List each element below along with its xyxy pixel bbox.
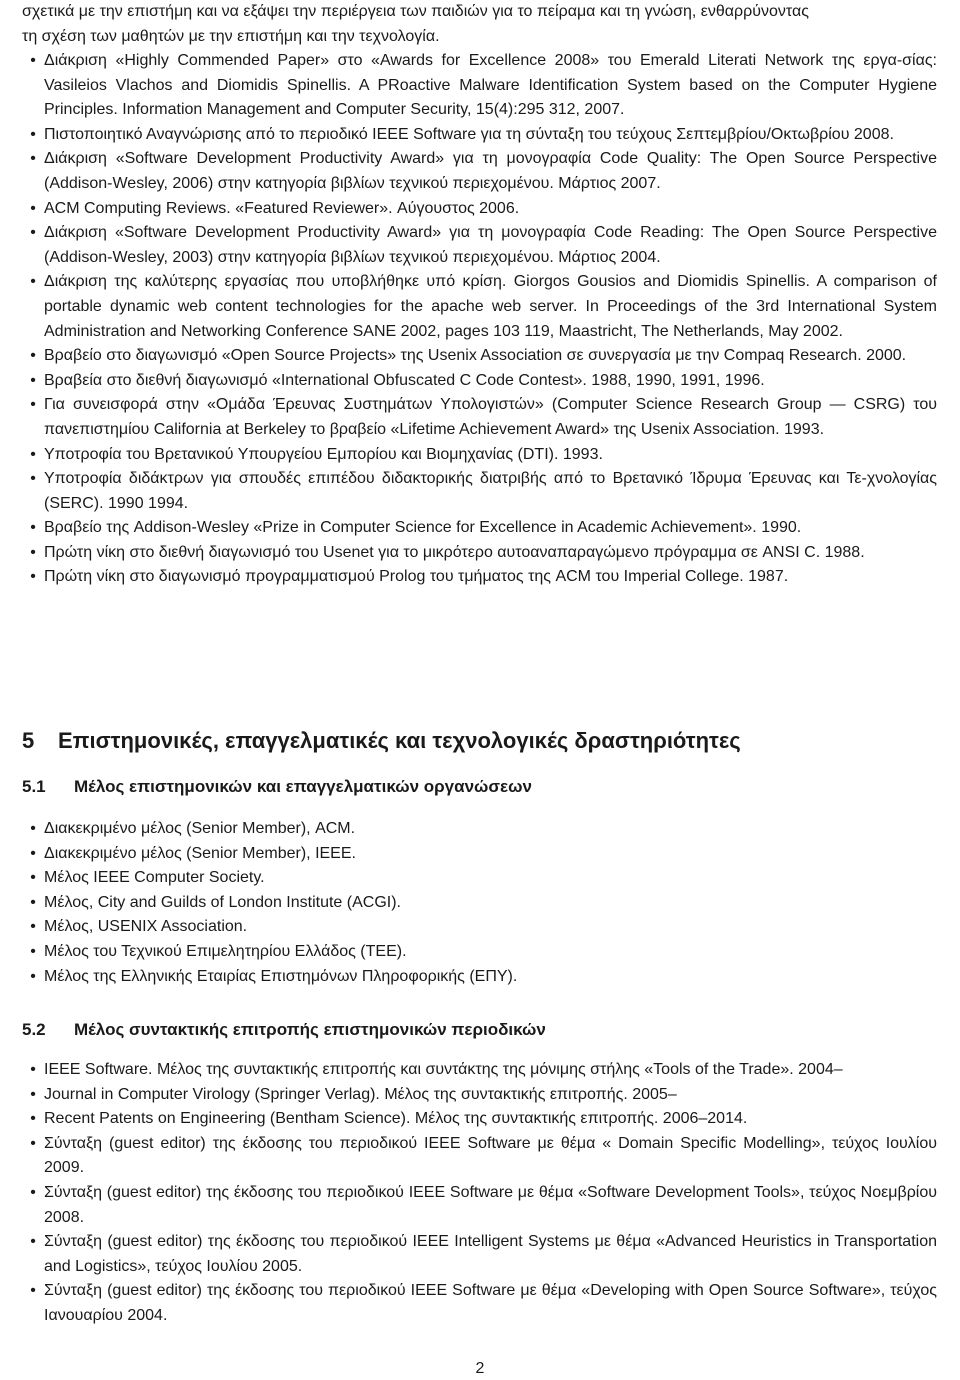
- list-item: • Διάκριση «Software Development Productivity Award» για τη μονογραφία Code Quality: The Open Source Perspective (Addison-Wesley, 2006) στην κατηγορία βιβλίων τεχνικού περιεχομένου. Μάρτιος 2007.: [44, 147, 937, 196]
- list-item: • Πιστοποιητικό Αναγνώρισης από το περιοδικό IEEE Software για τη σύνταξη του τεύχους Σεπτεμβρίου/Οκτωβρίου 2008.: [44, 123, 937, 148]
- bullet-icon: •: [30, 273, 36, 291]
- list-item: • Μέλος της Ελληνικής Εταιρίας Επιστημόνων Πληροφορικής (ΕΠΥ).: [44, 965, 937, 990]
- bullet-icon: •: [30, 820, 36, 837]
- bullet-icon: •: [30, 893, 36, 911]
- list-item: • IEEE Software. Μέλος της συντακτικής επιτροπής και συντάκτης της μόνιμης στήλης «Tools of the Trade». 2004–: [44, 1058, 937, 1083]
- bullet-icon: •: [30, 1061, 36, 1078]
- bullet-icon: •: [30, 918, 36, 936]
- intro-paragraph: [22, 0, 940, 49]
- list-item: • Βραβείο στο διαγωνισμό «Open Source Projects» της Usenix Association σε συνεργασία με την Compaq Research. 2000.: [44, 344, 937, 369]
- editorial-list: [30, 1058, 938, 1329]
- section-number: 5.2: [22, 1020, 46, 1039]
- section-heading-5-2: [22, 1020, 940, 1040]
- bullet-icon: •: [30, 371, 36, 389]
- list-item: • Βραβείο της Addison-Wesley «Prize in Computer Science for Excellence in Academic Achievement». 1990.: [44, 516, 937, 541]
- bullet-icon: •: [30, 967, 36, 985]
- list-item: • Σύνταξη (guest editor) της έκδοσης του περιοδικού IEEE Software με θέμα «Developing with Open Source Software», τεύχος Ιανουαρίου 2004.: [44, 1279, 937, 1328]
- list-item: • Υποτροφία του Βρετανικού Υπουργείου Εμπορίου και Βιομηχανίας (DTI). 1993.: [44, 443, 937, 468]
- section-title: Μέλος επιστημονικών και επαγγελματικών οργανώσεων: [74, 777, 532, 796]
- list-item: • Για συνεισφορά στην «Ομάδα Έρευνας Συστημάτων Υπολογιστών» (Computer Science Research Group — CSRG) του πανεπιστημίου California at Berkeley το βραβείο «Lifetime Achievement Award» της Usenix Association. 1993.: [44, 393, 937, 442]
- bullet-icon: •: [30, 1085, 36, 1103]
- list-item: • Πρώτη νίκη στο διαγωνισμό προγραμματισμού Prolog του τμήματος της ACM του Imperial College. 1987.: [44, 565, 937, 590]
- list-item: • Σύνταξη (guest editor) της έκδοσης του περιοδικού IEEE Intelligent Systems με θέμα «Advanced Heuristics in Transportation and Logistics», τεύχος Ιουλίου 2005.: [44, 1230, 937, 1279]
- list-item: • Μέλος, USENIX Association.: [44, 915, 937, 940]
- list-item: • Διάκριση της καλύτερης εργασίας που υποβλήθηκε υπό κρίση. Giorgos Gousios and Diomidis Spinellis. A comparison of portable dynamic web content technologies for the apache web server. In Proceedings of the 3rd International System Administration and Networking Conference SANE 2002, pages 103 119, Maastricht, The Netherlands, May 2002.: [44, 270, 937, 344]
- list-item: • Διάκριση «Software Development Productivity Award» για τη μονογραφία Code Reading: The Open Source Perspective (Addison-Wesley, 2003) στην κατηγορία βιβλίων τεχνικού περιεχομένου. Μάρτιος 2004.: [44, 221, 937, 270]
- bullet-icon: •: [30, 396, 36, 414]
- list-item: • Πρώτη νίκη στο διεθνή διαγωνισμό του Usenet για το μικρότερο αυτοαναπαραγώμενο πρόγραμμα σε ANSI C. 1988.: [44, 541, 937, 566]
- list-item: • Υποτροφία διδάκτρων για σπουδές επιπέδου διδακτορικής διατριβής από το Βρετανικό Ίδρυμα Έρευνας και Τε-χνολογίας (SERC). 1990 1994.: [44, 467, 937, 516]
- bullet-icon: •: [30, 470, 36, 488]
- bullet-icon: •: [30, 224, 36, 242]
- section-heading-5-1: [22, 777, 940, 797]
- intro-line: σχετικά με την επιστήμη και να εξάψει την περιέργεια των παιδιών για το πείραμα και τη γνώση, ενθαρρύνοντας: [22, 3, 809, 20]
- bullet-icon: •: [30, 543, 36, 561]
- list-item: • Διάκριση «Highly Commended Paper» στο «Awards for Excellence 2008» του Emerald Literati Network της εργα-σίας: Vasileios Vlachos and Diomidis Spinellis. A PRoactive Malware Identification System based on the Computer Hygiene Principles. Information Management and Computer Security, 15(4):295 312, 2007.: [44, 49, 937, 123]
- bullet-icon: •: [30, 150, 36, 168]
- bullet-icon: •: [30, 1233, 36, 1251]
- page-number: 2: [475, 1360, 485, 1377]
- list-item: • Μέλος IEEE Computer Society.: [44, 866, 937, 891]
- list-item: • Σύνταξη (guest editor) της έκδοσης του περιοδικού IEEE Software με θέμα «Software Development Tools», τεύχος Νοεμβρίου 2008.: [44, 1181, 937, 1230]
- list-item: • Διακεκριμένο μέλος (Senior Member), IEEE.: [44, 842, 937, 867]
- section-title: Μέλος συντακτικής επιτροπής επιστημονικών περιοδικών: [74, 1020, 546, 1039]
- list-item: • ACM Computing Reviews. «Featured Reviewer». Αύγουστος 2006.: [44, 197, 937, 222]
- list-item: • Journal in Computer Virology (Springer Verlag). Μέλος της συντακτικής επιτροπής. 2005–: [44, 1083, 937, 1108]
- bullet-icon: •: [30, 942, 36, 960]
- section-number: 5.1: [22, 777, 46, 796]
- bullet-icon: •: [30, 125, 36, 143]
- list-item: • Βραβεία στο διεθνή διαγωνισμό «International Obfuscated C Code Contest». 1988, 1990, 1991, 1996.: [44, 369, 937, 394]
- intro-line: τη σχέση των μαθητών με την επιστήμη και την τεχνολογία.: [22, 27, 440, 45]
- bullet-icon: •: [30, 52, 36, 69]
- list-item: • Μέλος του Τεχνικού Επιμελητηρίου Ελλάδος (ΤΕΕ).: [44, 940, 937, 965]
- bullet-icon: •: [30, 568, 36, 586]
- bullet-icon: •: [30, 1282, 36, 1300]
- bullet-icon: •: [30, 519, 36, 537]
- memberships-list: [30, 817, 937, 989]
- list-item: • Recent Patents on Engineering (Bentham Science). Μέλος της συντακτικής επιτροπής. 2006–2014.: [44, 1107, 937, 1132]
- section-number: 5: [22, 728, 35, 753]
- list-item: • Σύνταξη (guest editor) της έκδοσης του περιοδικού IEEE Software με θέμα « Domain Specific Modelling», τεύχος Ιουλίου 2009.: [44, 1132, 937, 1181]
- bullet-icon: •: [30, 1134, 36, 1152]
- awards-list: [30, 49, 937, 590]
- section-title: Επιστημονικές, επαγγελματικές και τεχνολογικές δραστηριότητες: [58, 728, 741, 753]
- bullet-icon: •: [30, 1110, 36, 1128]
- section-heading-5: [22, 728, 940, 754]
- bullet-icon: •: [30, 347, 36, 365]
- bullet-icon: •: [30, 199, 36, 217]
- bullet-icon: •: [30, 1183, 36, 1201]
- bullet-icon: •: [30, 445, 36, 463]
- list-item: • Μέλος, City and Guilds of London Institute (ACGI).: [44, 891, 937, 916]
- bullet-icon: •: [30, 869, 36, 887]
- bullet-icon: •: [30, 844, 36, 862]
- list-item: • Διακεκριμένο μέλος (Senior Member), ACM.: [44, 817, 937, 842]
